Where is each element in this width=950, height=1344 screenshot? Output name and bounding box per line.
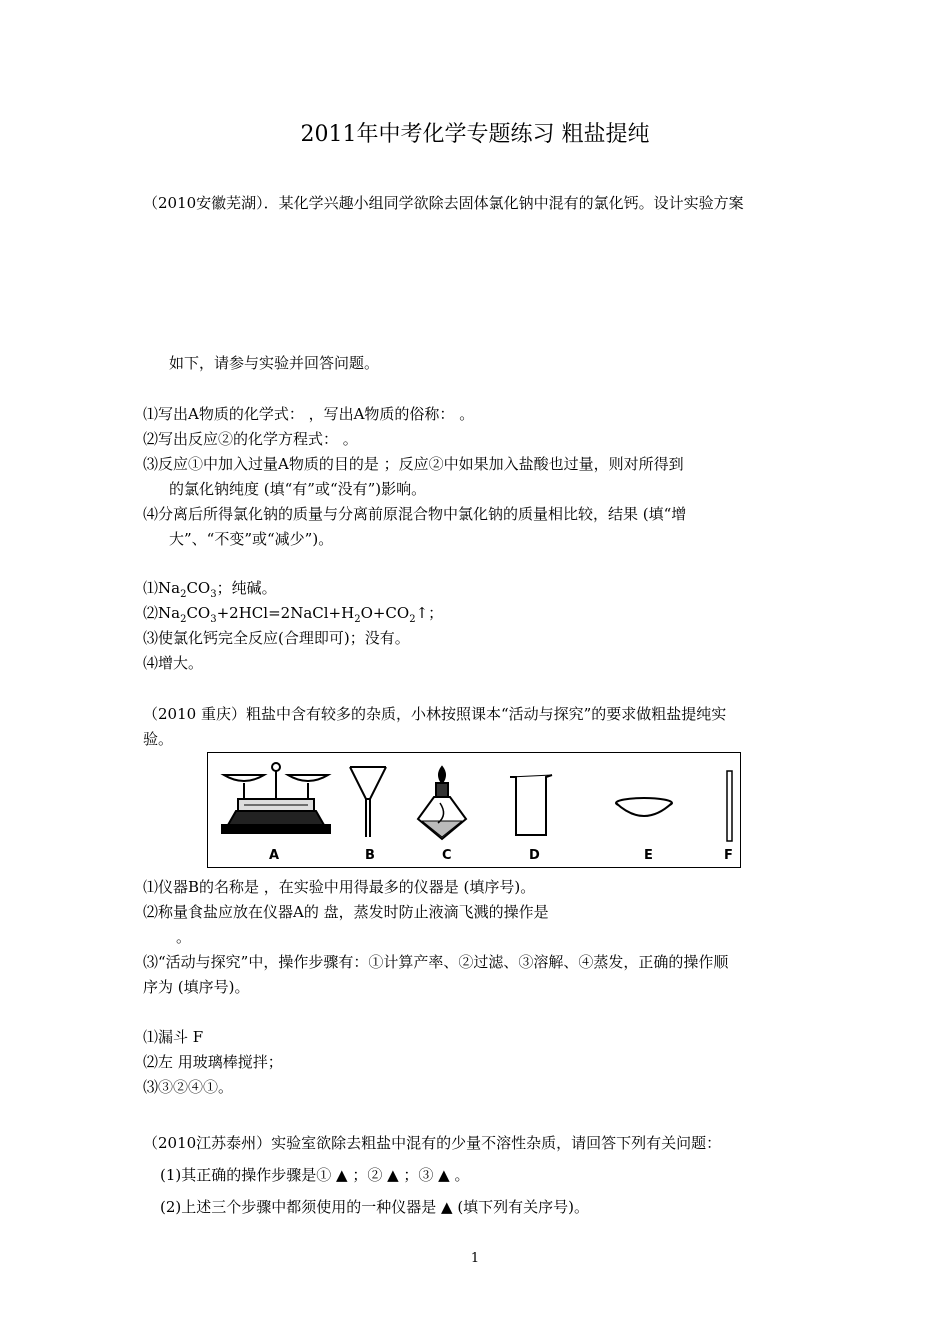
page-title: 2011年中考化学专题练习 粗盐提纯 (300, 122, 650, 147)
q2-intro: （2010 重庆）粗盐中含有较多的杂质，小林按照课本“活动与探究”的要求做粗盐提纯实 (143, 705, 727, 723)
q2-part2-end: 。 (176, 928, 192, 946)
funnel-drawing (350, 767, 386, 837)
q2-part3-line1: ⑶“活动与探究”中，操作步骤有：①计算产率、②过滤、③溶解、④蒸发，正确的操作顺 (143, 953, 729, 971)
q2-answer3: ⑶③②④①。 (143, 1078, 234, 1096)
balance-drawing (222, 763, 330, 833)
q1-answer4: ⑷增大。 (143, 654, 204, 672)
q1-answer1: $⑴Na_2CO_3$；纯碱。 (143, 579, 277, 600)
apparatus-label-a: A (269, 848, 280, 863)
apparatus-label-c: C (442, 848, 452, 863)
q1-part3-line1: ⑶反应①中加入过量A物质的目的是 ；反应②中如果加入盐酸也过量，则对所得到 (143, 455, 684, 473)
q2-part3-line2: 序为 (填序号)。 (143, 978, 250, 996)
q3-part1: (1)其正确的操作步骤是① ▲ ；② ▲ ；③ ▲ 。 (160, 1166, 470, 1184)
apparatus-label-f: F (724, 848, 733, 863)
q1-intro: （2010安徽芜湖）．某化学兴趣小组同学欲除去固体氯化钠中混有的氯化钙。设计实验方案 (143, 194, 744, 212)
alcohol-lamp-drawing (418, 767, 466, 839)
q1-part4-line1: ⑷分离后所得氯化钠的质量与分离前原混合物中氯化钠的质量相比较，结果 (填“增 (143, 505, 687, 523)
q2-answer2: ⑵左 用玻璃棒搅拌； (143, 1053, 283, 1071)
q1-part3-line2: 的氯化钠纯度 (填“有”或“没有”)影响。 (169, 480, 427, 498)
apparatus-drawing (208, 753, 742, 869)
apparatus-figure (207, 752, 741, 868)
q2-answer1: ⑴漏斗 F (143, 1028, 204, 1046)
q2-part2: ⑵称量食盐应放在仪器A的 盘，蒸发时防止液滴飞溅的操作是 (143, 903, 549, 921)
beaker-drawing (510, 775, 552, 835)
apparatus-label-e: E (644, 848, 653, 863)
q1-intro-continued: 如下，请参与实验并回答问题。 (169, 354, 380, 372)
evaporating-dish-drawing (616, 798, 672, 816)
apparatus-label-b: B (365, 848, 375, 863)
q3-intro: （2010江苏泰州）实验室欲除去粗盐中混有的少量不溶性杂质，请回答下列有关问题： (143, 1134, 722, 1152)
q1-part2: ⑵写出反应②的化学方程式： 。 (143, 430, 358, 448)
q1-part4-line2: 大”、“不变”或“减少”)。 (169, 530, 334, 548)
page-number: 1 (470, 1251, 480, 1266)
glass-rod-drawing (727, 771, 732, 841)
q1-part1: ⑴写出A物质的化学式： ，写出A物质的俗称： 。 (143, 405, 475, 423)
q1-answer3: ⑶使氯化钙完全反应(合理即可)；没有。 (143, 629, 410, 647)
q2-part1: ⑴仪器B的名称是 ，在实验中用得最多的仪器是 (填序号)。 (143, 878, 536, 896)
q2-intro-continued: 验。 (143, 730, 174, 748)
apparatus-label-d: D (529, 848, 540, 863)
q3-part2: (2)上述三个步骤中都须使用的一种仪器是 ▲ (填下列有关序号)。 (160, 1198, 590, 1216)
q1-answer2: $⑵Na_2CO_3+2HCl=2NaCl+H_2O+CO_2↑$； (143, 604, 444, 625)
